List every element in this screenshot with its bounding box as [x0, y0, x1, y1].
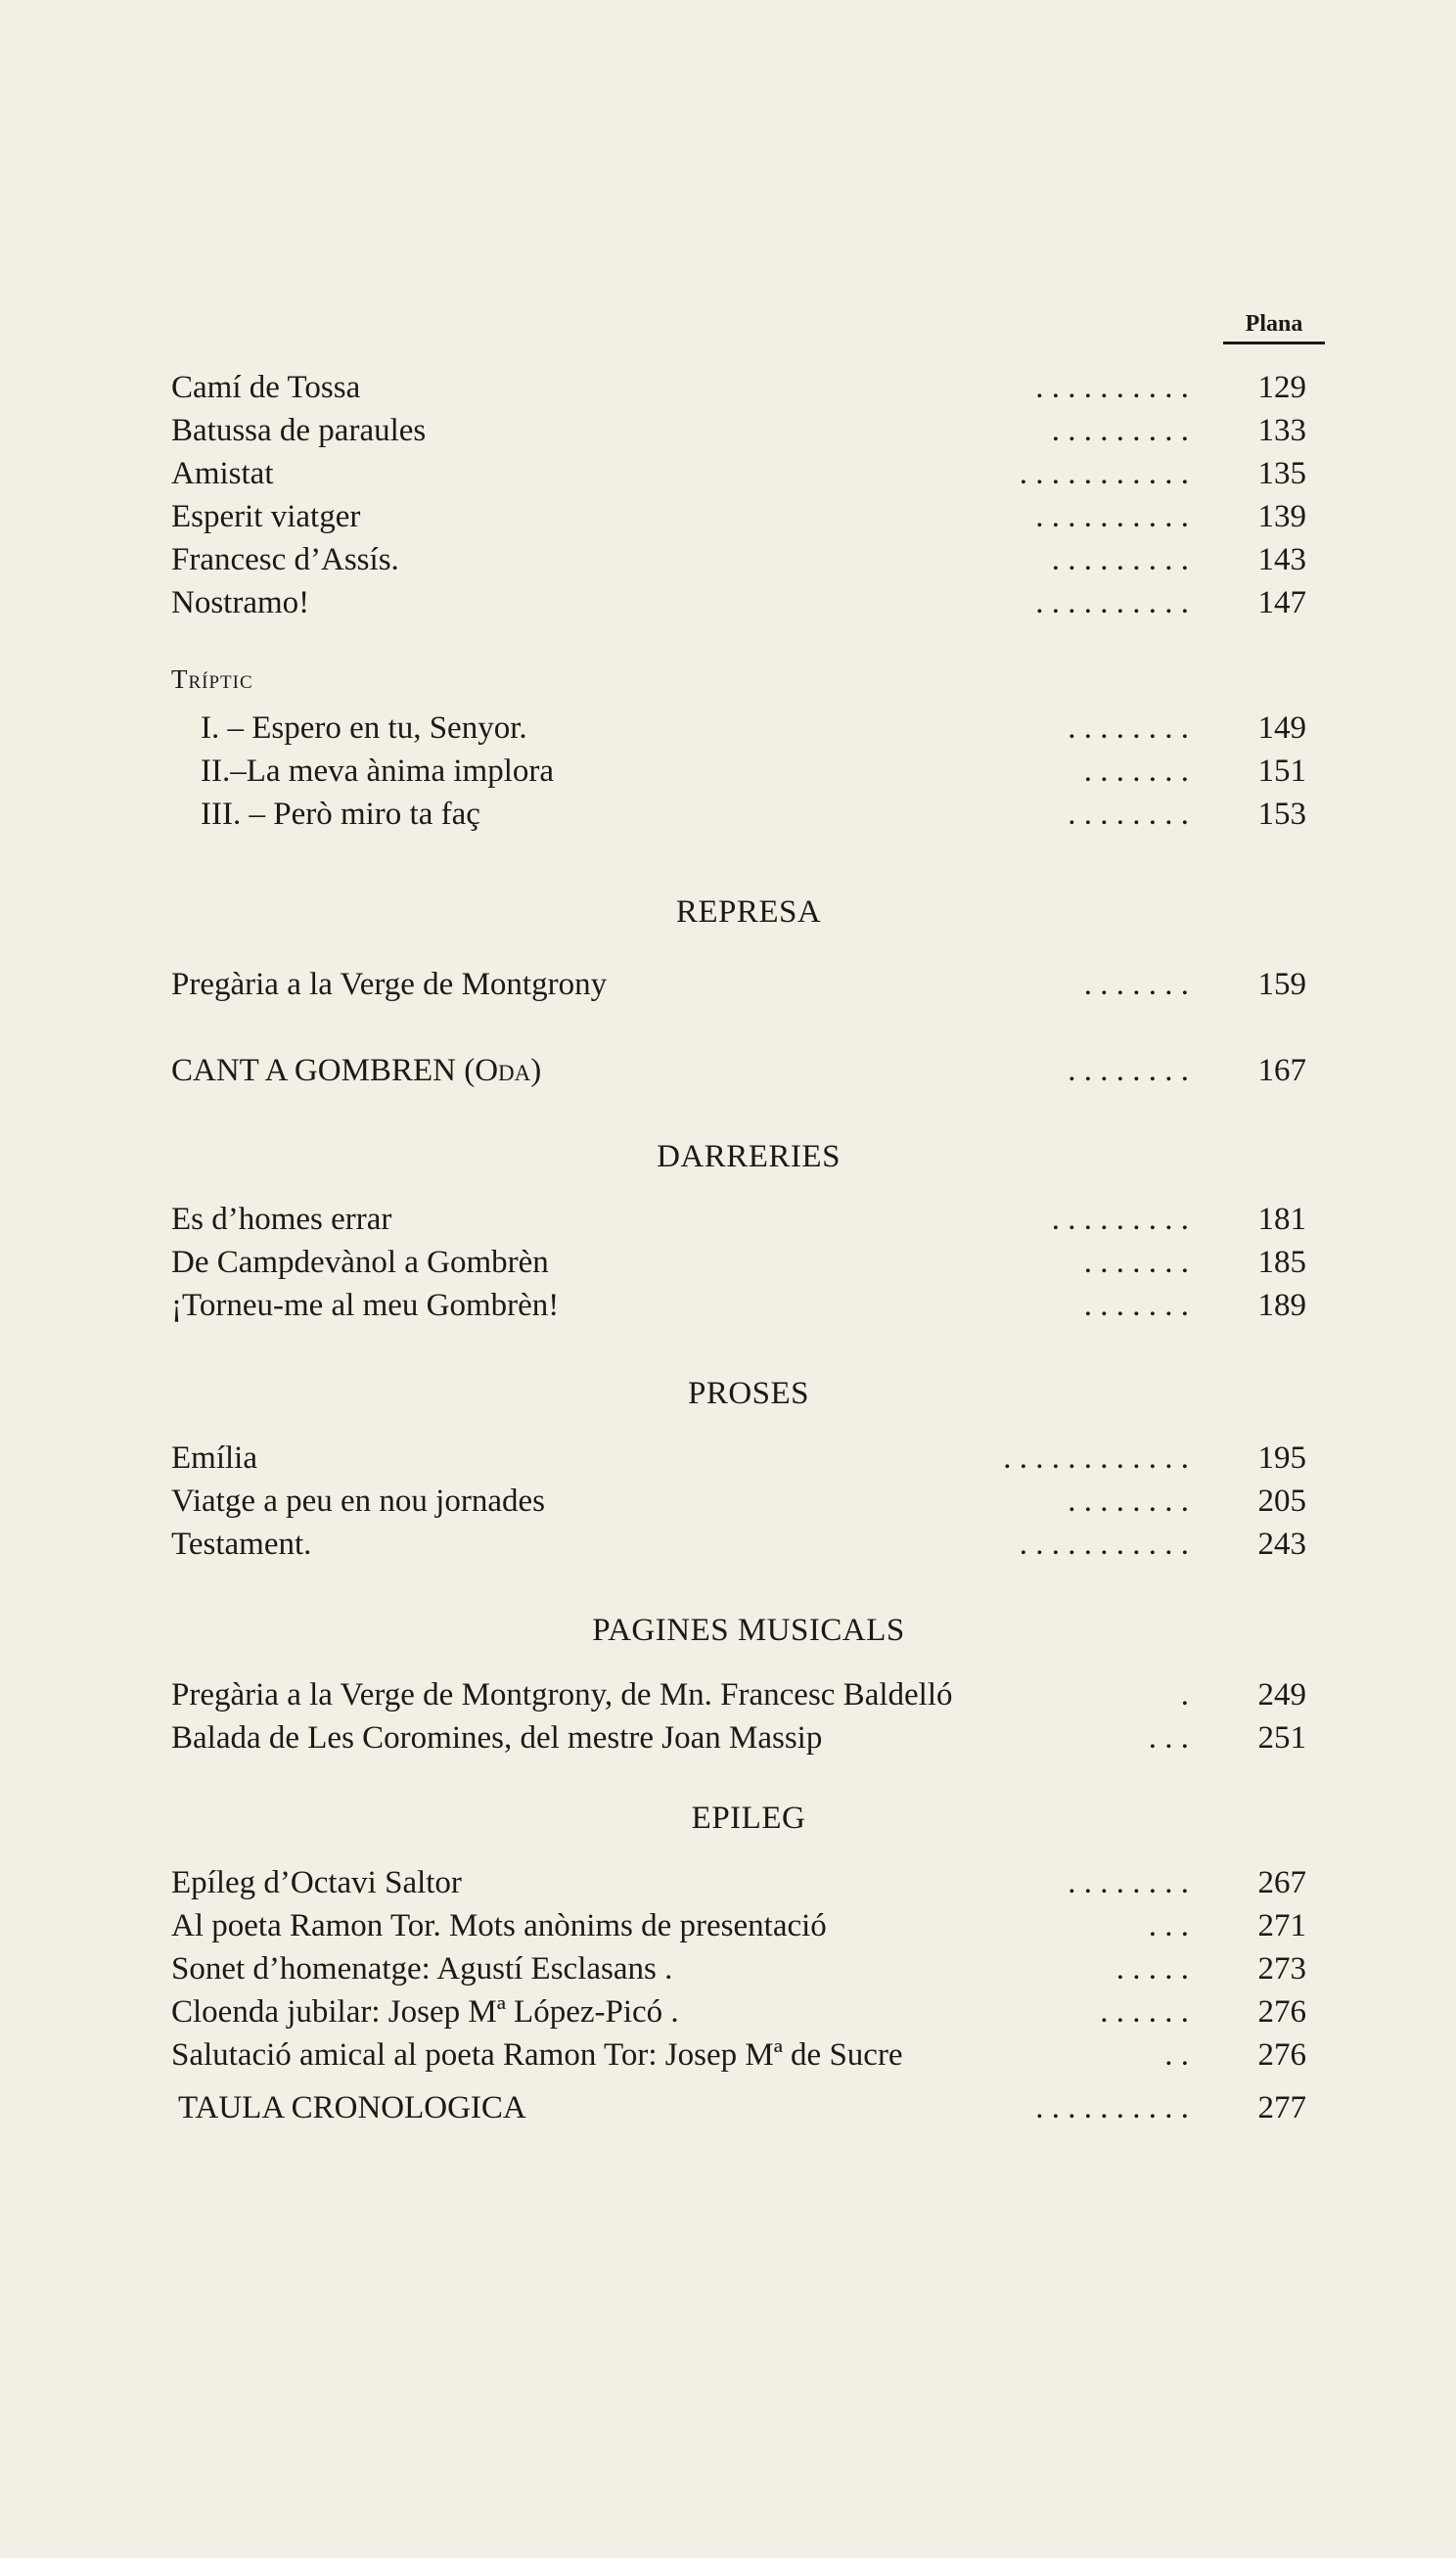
toc-entry-taula-cronologica — [178, 2084, 1306, 2131]
toc-entry — [201, 705, 1306, 752]
entry-title: Pregària a la Verge de Montgrony — [171, 967, 608, 1002]
toc-entry — [171, 407, 1306, 454]
entry-title: Viatge a peu en nou jornades — [171, 1484, 545, 1519]
leader-dots: . . . . . . . . — [1068, 797, 1189, 832]
page-number: 271 — [1257, 1908, 1306, 1943]
page-number: 267 — [1257, 1865, 1306, 1900]
entry-title: Cloenda jubilar: Josep Mª López-Picó . — [171, 1994, 679, 2030]
leader-dots: . . . . . . . . — [1068, 710, 1189, 746]
toc-entry — [171, 493, 1306, 540]
page-number: 249 — [1257, 1677, 1306, 1713]
entry-title: ¡Torneu-me al meu Gombrèn! — [171, 1288, 560, 1323]
toc-entry — [171, 1988, 1306, 2035]
page-number: 243 — [1257, 1527, 1306, 1562]
entry-title: Sonet d’homenatge: Agustí Esclasans . — [171, 1951, 673, 1987]
leader-dots: . . . . . . . . — [1068, 1053, 1189, 1088]
toc-entry — [171, 1945, 1306, 1992]
page-number: 159 — [1257, 967, 1306, 1002]
leader-dots: . . . . . . . . . . — [1035, 585, 1189, 620]
section-heading-represa: REPRESA — [675, 894, 822, 930]
entry-title: Es d’homes errar — [171, 1202, 392, 1237]
leader-dots: . . . . . . . . . . . — [1019, 1527, 1189, 1562]
entry-title: Epíleg d’Octavi Saltor — [171, 1865, 462, 1900]
entry-title: III. – Però miro ta faç — [201, 797, 480, 832]
toc-entry — [171, 1671, 1306, 1718]
entry-title-smallcaps: Oda — [475, 1053, 531, 1088]
leader-dots: . . . — [1148, 1720, 1189, 1756]
entry-title: Pregària a la Verge de Montgrony, de Mn. Francesc Baldelló — [171, 1677, 953, 1713]
entry-title: Emília — [171, 1440, 257, 1476]
toc-entry — [171, 1478, 1306, 1525]
leader-dots: . . . . . . . . . . — [1035, 499, 1189, 534]
leader-dots: . . . . . . . . — [1068, 1484, 1189, 1519]
leader-dots: . . . . . . . . — [1068, 1865, 1189, 1900]
toc-entry — [201, 748, 1306, 795]
page-number: 276 — [1257, 1994, 1306, 2030]
page-number: 277 — [1257, 2090, 1306, 2125]
page-number: 147 — [1257, 585, 1306, 620]
entry-title: Balada de Les Coromines, del mestre Joan Massip — [171, 1720, 823, 1756]
toc-entry — [171, 579, 1306, 626]
leader-dots: . . . . . . . . . — [1051, 413, 1189, 448]
leader-dots: . . . . . . . . . . . — [1019, 456, 1189, 491]
toc-entry — [171, 1859, 1306, 1906]
toc-entry — [171, 1435, 1306, 1482]
page-number: 251 — [1257, 1720, 1306, 1756]
leader-dots: . . . . . — [1115, 1951, 1189, 1987]
column-header-plana: Plana — [1223, 311, 1325, 344]
entry-title: Batussa de paraules — [171, 413, 427, 448]
page-number: 143 — [1257, 542, 1306, 577]
toc-entry — [171, 1282, 1306, 1329]
toc-entry — [171, 1239, 1306, 1286]
section-heading-epileg: EPILEG — [691, 1801, 806, 1836]
leader-dots: . — [1180, 1677, 1189, 1713]
entry-title: Salutació amical al poeta Ramon Tor: Josep Mª de Sucre — [171, 2037, 903, 2073]
subsection-heading-triptic: Tríptic — [171, 664, 253, 694]
leader-dots: . . . . . . . . . — [1051, 1202, 1189, 1237]
leader-dots: . . . . . . . — [1083, 754, 1189, 789]
leader-dots: . . — [1164, 2037, 1189, 2073]
page-number: 153 — [1257, 797, 1306, 832]
toc-entry — [171, 536, 1306, 583]
toc-entry — [171, 961, 1306, 1008]
toc-entry — [171, 1196, 1306, 1243]
toc-entry — [171, 1714, 1306, 1761]
entry-title: De Campdevànol a Gombrèn — [171, 1245, 549, 1280]
entry-title-end: ) — [530, 1053, 542, 1088]
entry-title: Al poeta Ramon Tor. Mots anònims de presentació — [171, 1908, 827, 1943]
entry-title: Amistat — [171, 456, 274, 491]
leader-dots: . . . . . . . — [1083, 967, 1189, 1002]
entry-title: II.–La meva ànima implora — [201, 754, 555, 789]
leader-dots: . . . . . . — [1100, 1994, 1189, 2030]
section-heading-pagines-musicals: PAGINES MUSICALS — [592, 1613, 905, 1648]
entry-title: Camí de Tossa — [171, 370, 361, 405]
page-number: 139 — [1257, 499, 1306, 534]
entry-title — [171, 1047, 541, 1094]
page-number: 167 — [1257, 1053, 1306, 1088]
toc-entry — [171, 1521, 1306, 1568]
page-number: 185 — [1257, 1245, 1306, 1280]
leader-dots: . . . . . . . . . . — [1035, 2090, 1189, 2125]
leader-dots: . . . . . . . — [1083, 1245, 1189, 1280]
page-number: 133 — [1257, 413, 1306, 448]
leader-dots: . . . . . . . . . — [1051, 542, 1189, 577]
entry-title: Nostramo! — [171, 585, 310, 620]
page-number: 151 — [1257, 754, 1306, 789]
toc-entry — [201, 791, 1306, 838]
leader-dots: . . . . . . . . . . . . — [1003, 1440, 1189, 1476]
entry-title: Francesc d’Assís. — [171, 542, 399, 577]
page-number: 273 — [1257, 1951, 1306, 1987]
entry-title: I. – Espero en tu, Senyor. — [201, 710, 527, 746]
leader-dots: . . . . . . . . . . — [1035, 370, 1189, 405]
toc-entry — [171, 1902, 1306, 1949]
section-heading-darreries: DARRERIES — [657, 1139, 841, 1174]
entry-title: TAULA CRONOLOGICA — [178, 2090, 526, 2125]
page-number: 205 — [1257, 1484, 1306, 1519]
page-number: 181 — [1257, 1202, 1306, 1237]
page-number: 195 — [1257, 1440, 1306, 1476]
page-number: 135 — [1257, 456, 1306, 491]
entry-title: Esperit viatger — [171, 499, 361, 534]
toc-entry — [171, 364, 1306, 411]
page-number: 276 — [1257, 2037, 1306, 2073]
page-number: 149 — [1257, 710, 1306, 746]
entry-title-main: CANT A GOMBREN ( — [171, 1053, 476, 1088]
page-number: 129 — [1257, 370, 1306, 405]
entry-title: Testament. — [171, 1527, 312, 1562]
leader-dots: . . . — [1148, 1908, 1189, 1943]
toc-entry — [171, 450, 1306, 497]
section-heading-proses: PROSES — [687, 1376, 810, 1411]
toc-entry-cant-a-gombren — [171, 1047, 1306, 1094]
toc-entry — [171, 2032, 1306, 2078]
leader-dots: . . . . . . . — [1083, 1288, 1189, 1323]
page-number: 189 — [1257, 1288, 1306, 1323]
